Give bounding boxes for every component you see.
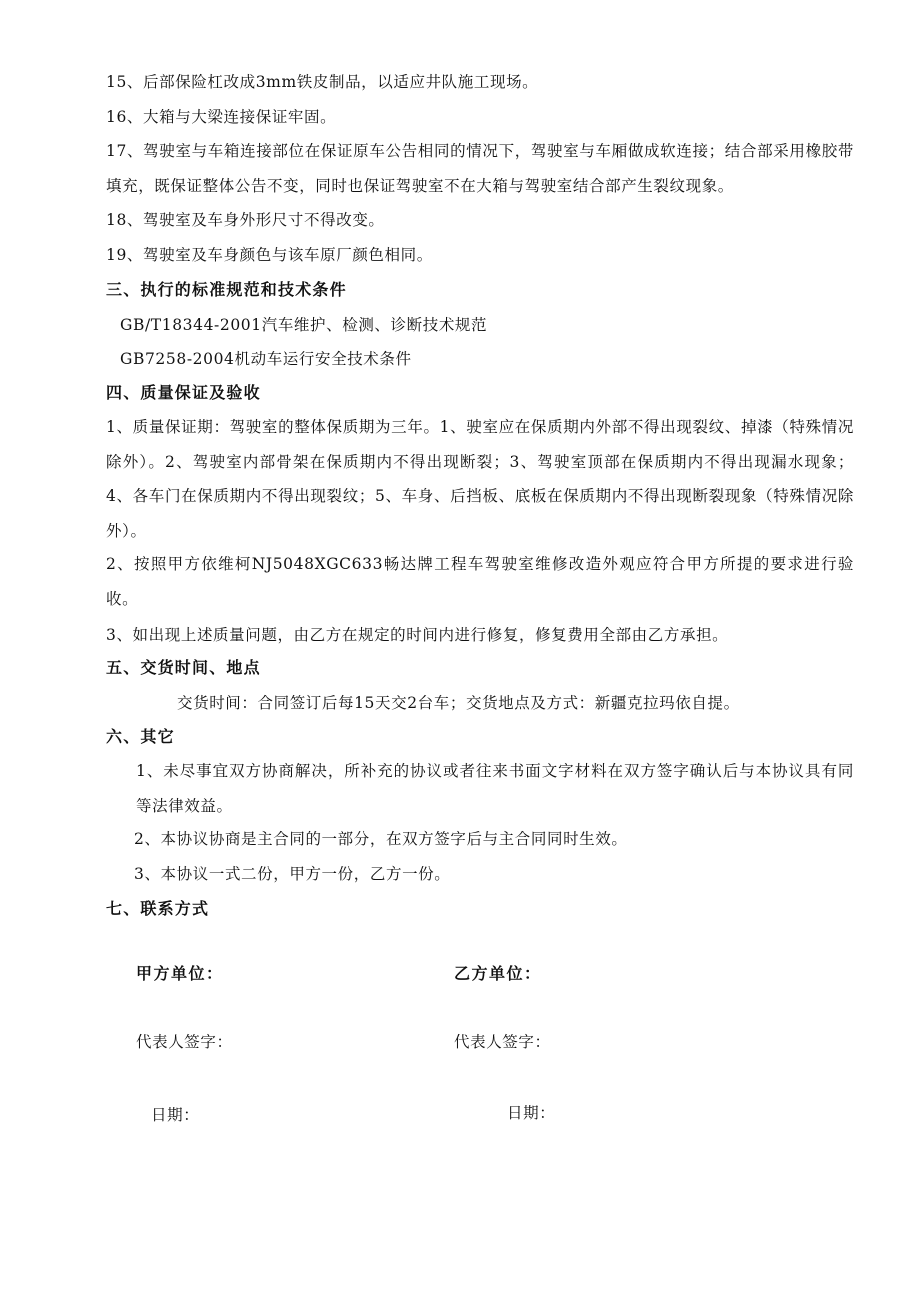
acceptance-paragraph: 2、按照甲方依维柯NJ5048XGC633畅达牌工程车驾驶室维修改造外观应符合甲方所提的要求进行验收。 bbox=[106, 555, 854, 608]
party-b-label: 乙方单位： bbox=[454, 964, 542, 983]
party-a-representative-label: 代表人签字： bbox=[136, 1033, 233, 1051]
section-7-heading: 七、联系方式 bbox=[106, 899, 210, 918]
party-a-label: 甲方单位： bbox=[136, 964, 224, 983]
section-6-heading: 六、其它 bbox=[106, 727, 175, 746]
party-b-date-label: 日期： bbox=[507, 1104, 556, 1122]
clause-19: 19、驾驶室及车身颜色与该车原厂颜色相同。 bbox=[106, 246, 433, 264]
party-a-date-label: 日期： bbox=[151, 1106, 200, 1124]
delivery-terms: 交货时间：合同签订后每15天交2台车；交货地点及方式：新疆克拉玛依自提。 bbox=[177, 694, 740, 712]
party-b-representative-label: 代表人签字： bbox=[454, 1033, 551, 1051]
other-clause-2: 2、本协议协商是主合同的一部分，在双方签字后与主合同同时生效。 bbox=[134, 830, 628, 848]
standard-2: GB7258-2004机动车运行安全技术条件 bbox=[120, 350, 412, 368]
other-clause-3: 3、本协议一式二份，甲方一份，乙方一份。 bbox=[134, 865, 451, 883]
section-3-heading: 三、执行的标准规范和技术条件 bbox=[106, 280, 347, 299]
other-clause-1-text: 1、未尽事宜双方协商解决，所补充的协议或者往来书面文字材料在双方签字确认后与本协议具有同等法律效益。 bbox=[136, 762, 854, 815]
clause-18: 18、驾驶室及车身外形尺寸不得改变。 bbox=[106, 211, 385, 229]
clause-15: 15、后部保险杠改成3mm铁皮制品，以适应井队施工现场。 bbox=[106, 73, 539, 91]
clause-16: 16、大箱与大梁连接保证牢固。 bbox=[106, 108, 337, 126]
section-5-heading: 五、交货时间、地点 bbox=[106, 658, 261, 677]
quality-guarantee-paragraph: 1、质量保证期：驾驶室的整体保质期为三年。1、驶室应在保质期内外部不得出现裂纹、掉漆（特殊情况除外）。2、驾驶室内部骨架在保质期内不得出现断裂；3、驾驶室顶部在保质期内不得出现漏水现象；4、各车门在保质期内不得出现裂纹；5、车身、后挡板、底板在保质期内不得出现断裂现象（特殊情况除外）。 bbox=[106, 418, 854, 540]
standard-1: GB/T18344-2001汽车维护、检测、诊断技术规范 bbox=[120, 316, 488, 334]
repair-responsibility-paragraph: 3、如出现上述质量问题，由乙方在规定的时间内进行修复，修复费用全部由乙方承担。 bbox=[106, 626, 729, 644]
section-4-heading: 四、质量保证及验收 bbox=[106, 383, 261, 402]
other-clause-1 bbox=[136, 754, 854, 823]
clause-17: 17、驾驶室与车箱连接部位在保证原车公告相同的情况下，驾驶室与车厢做成软连接；结合部采用橡胶带填充，既保证整体公告不变，同时也保证驾驶室不在大箱与驾驶室结合部产生裂纹现象。 bbox=[106, 142, 854, 195]
